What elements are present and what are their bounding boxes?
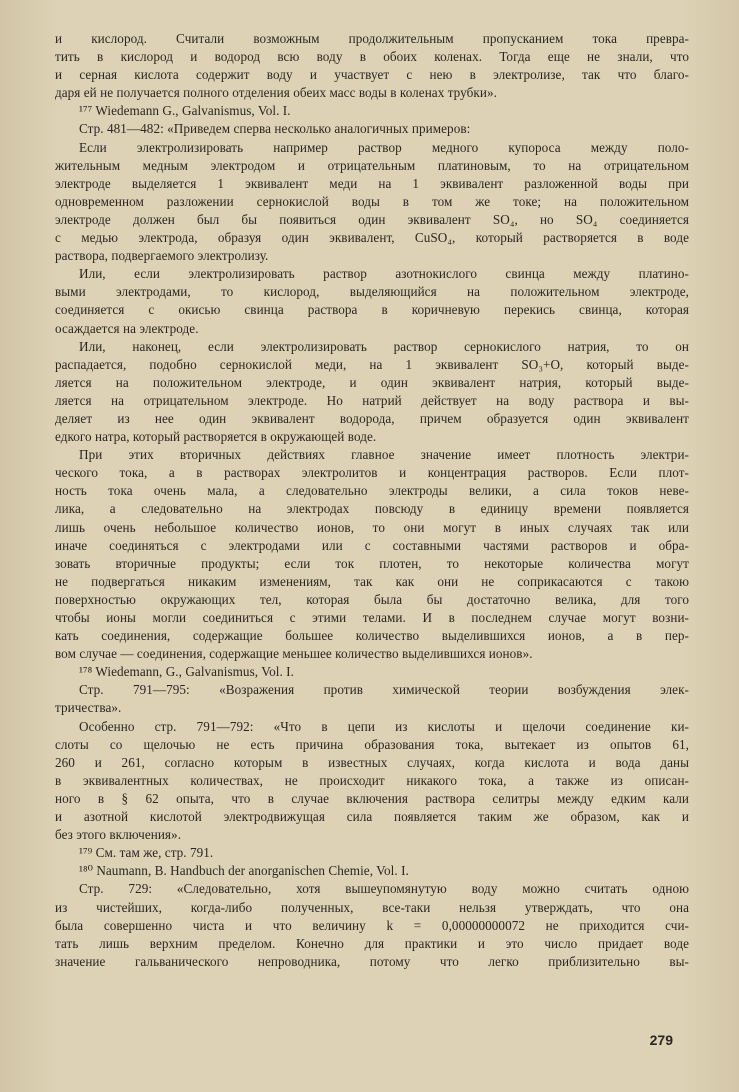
text-line: Стр. 481—482: «Приведем сперва несколько аналогичных примеров: — [79, 121, 471, 137]
text-line: не подвергаться никаким изменениям, так как они не соприкасаются с такою — [55, 573, 689, 589]
text-line: Или, наконец, если электролизировать раствор сернокислого натрия, то он — [79, 338, 689, 354]
text-line: была совершенно чиста и что величину k = 0,00000000072 не приходится счи- — [55, 917, 689, 933]
text-line: ность тока очень мала, а следовательно электроды велики, а сила токов неве- — [55, 483, 689, 499]
text-line: иначе соединяться с электродами или с составными частями растворов и обра- — [55, 537, 689, 553]
text-line: ляется на отрицательном электроде. Но натрий действует на воду раствора и вы- — [55, 392, 689, 408]
text-line: поверхностью окружающих тел, которая была бы достаточно велика, для того — [55, 591, 689, 607]
text-line: Стр. 729: «Следовательно, хотя вышеупомянутую воду можно считать одною — [79, 881, 689, 897]
text-line: кать соединения, содержащие большее количество выделившихся ионов, а в пер- — [55, 628, 689, 644]
text-line: и серная кислота содержит воду и участвует с нею в электролизе, так что благо- — [55, 67, 689, 83]
text-line: едкого натра, который растворяется в окружающей воде. — [55, 429, 377, 445]
text-line: распадается, подобно сернокислой меди, на 1 эквивалент SO₃+O, который выде- — [55, 356, 689, 372]
text-line: из чистейших, когда-либо полученных, все-таки нельзя утверждать, что она — [55, 899, 689, 915]
text-line: одновременном разложении сернокислой воды в том же токе; на положительном — [55, 193, 689, 209]
text-line: даря ей не получается полного отделения обеих масс воды в коленах трубки». — [55, 85, 497, 101]
text-line: и кислород. Считали возможным продолжительным пропусканием тока превра- — [55, 31, 689, 46]
text-line: ¹⁷⁷ Wiedemann G., Galvanismus, Vol. I. — [79, 103, 291, 119]
text-line: тить в кислород и водород всю воду в обоих коленах. Тогда еще не знали, что — [55, 49, 689, 65]
page-text-body — [55, 30, 689, 971]
text-line: лика, а следовательно на электродах повсюду в единицу времени появляется — [55, 501, 689, 517]
text-line: ¹⁷⁸ Wiedemann, G., Galvanismus, Vol. I. — [79, 664, 294, 680]
text-line: вом случае — соединения, содержащие меньшее количество выделившихся ионов». — [55, 646, 533, 662]
page-number: 279 — [649, 1032, 673, 1048]
text-line: и азотной кислотой электродвижущая сила появляется таким же образом, как и — [55, 809, 689, 825]
text-line: лишь очень небольшое количество ионов, то они могут в иных случаях так или — [55, 519, 689, 535]
text-line: 260 и 261, согласно которым в известных случаях, когда кислота и вода даны — [55, 754, 689, 770]
text-line: чтобы ионы могли соединиться с этими телами. И в последнем случае могут возни- — [55, 610, 689, 625]
text-line: ¹⁸⁰ Naumann, B. Handbuch der anorganischen Chemie, Vol. I. — [79, 863, 409, 879]
text-line: Стр. 791—795: «Возражения против химической теории возбуждения элек- — [79, 682, 689, 698]
text-line: ляется на положительном электроде, и один эквивалент натрия, который выде- — [55, 374, 689, 390]
text-line: При этих вторичных действиях главное значение имеет плотность электри- — [79, 447, 689, 463]
text-line: без этого включения». — [55, 827, 182, 843]
text-line: с медью электрода, образуя один эквивалент, CuSO₄, который растворяется в воде — [55, 230, 689, 246]
text-line: тать лишь верхним пределом. Конечно для практики и это число придает воде — [55, 935, 689, 951]
text-line: Или, если электролизировать раствор азотнокислого свинца между платино- — [79, 266, 689, 282]
text-line: выми электродами, то кислород, выделяющийся на положительном электроде, — [55, 284, 689, 300]
text-line: в эквивалентных количествах, не происходит никакого тока, а также из описан- — [55, 772, 689, 788]
text-line: осаждается на электроде. — [55, 320, 199, 336]
text-line: электроде должен был бы появиться один эквивалент SO₄, но SO₄ соединяется — [55, 211, 689, 227]
text-line: ¹⁷⁹ См. там же, стр. 791. — [79, 845, 214, 861]
text-line: соединяется с окисью свинца раствора в коричневую перекись свинца, которая — [55, 302, 689, 318]
text-line: Если электролизировать например раствор медного купороса между поло- — [79, 139, 689, 155]
text-line: деляет из нее один эквивалент водорода, причем образуется один эквивалент — [55, 410, 689, 426]
text-line: ческого тока, а в растворах электролитов и концентрация растворов. Если плот- — [55, 465, 689, 481]
text-line: ного в § 62 опыта, что в случае включения раствора селитры между едким кали — [55, 790, 689, 806]
text-line: Особенно стр. 791—792: «Что в цепи из кислоты и щелочи соединение ки- — [79, 718, 689, 734]
text-line: жительным медным электродом и отрицательным платиновым, то на отрицательном — [55, 157, 689, 173]
text-line: зовать вторичные продукты; если ток плотен, то некоторые количества могут — [55, 555, 689, 571]
text-line: тричества». — [55, 700, 122, 716]
text-line: значение гальванического непроводника, потому что легко приблизительно вы- — [55, 953, 689, 969]
text-line: раствора, подвергаемого электролизу. — [55, 248, 269, 264]
text-line: электроде выделяется 1 эквивалент меди на 1 эквивалент разложенной воды при — [55, 175, 689, 191]
text-line: слоты со щелочью не есть причина образования тока, вытекает из опытов 61, — [55, 736, 689, 752]
